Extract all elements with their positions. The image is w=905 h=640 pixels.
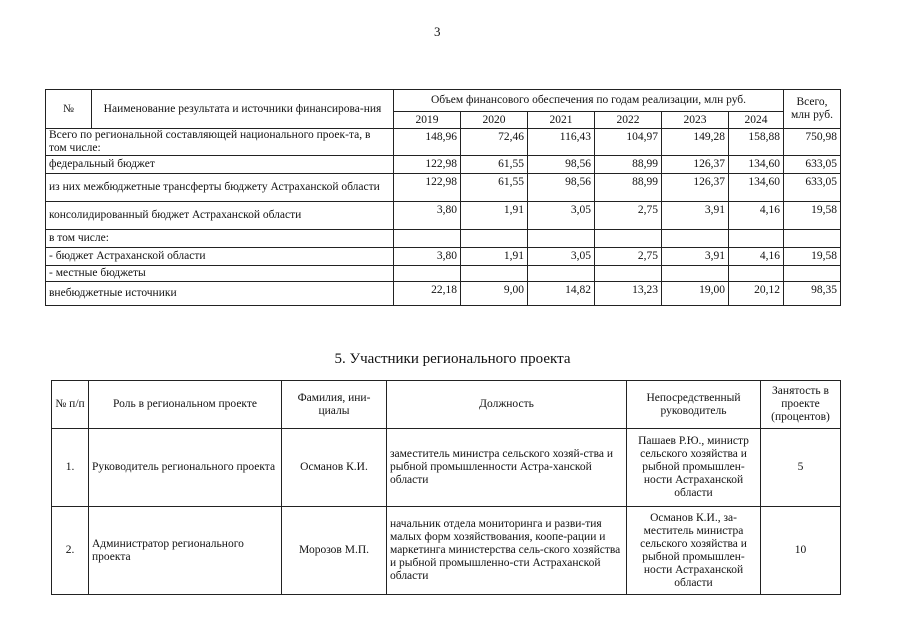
header-volume: Объем финансового обеспечения по годам реализации, млн руб. <box>394 90 784 112</box>
value-cell: 22,18 <box>394 282 461 306</box>
value-cell: 88,99 <box>595 174 662 202</box>
row-label: федеральный бюджет <box>46 156 394 174</box>
value-cell: 126,37 <box>662 174 729 202</box>
value-cell: 158,88 <box>729 129 784 156</box>
table-row <box>46 129 841 156</box>
header-manager: Непосредственный руководитель <box>627 381 761 429</box>
row-label: - бюджет Астраханской области <box>46 248 394 266</box>
total-cell: 633,05 <box>784 156 841 174</box>
row-label: консолидированный бюджет Астраханской области <box>46 202 394 230</box>
value-cell: 149,28 <box>662 129 729 156</box>
value-cell: 1,91 <box>461 202 528 230</box>
header-employment: Занятость в проекте (процентов) <box>761 381 841 429</box>
value-cell: 134,60 <box>729 156 784 174</box>
finance-table <box>45 89 841 306</box>
total-cell: 98,35 <box>784 282 841 306</box>
total-cell: 19,58 <box>784 202 841 230</box>
year-header: 2024 <box>729 112 784 129</box>
section-title: 5. Участники регионального проекта <box>334 351 571 367</box>
header-total: Всего, млн руб. <box>784 90 841 129</box>
header-role: Роль в региональном проекте <box>89 381 282 429</box>
value-cell: 3,80 <box>394 248 461 266</box>
value-cell: 3,05 <box>528 202 595 230</box>
row-label: Всего по региональной составляющей национального проек-та, в том числе: <box>46 129 394 156</box>
year-header: 2019 <box>394 112 461 129</box>
participants-table <box>51 380 841 595</box>
value-cell: 122,98 <box>394 174 461 202</box>
table-row <box>46 282 841 306</box>
value-cell: 116,43 <box>528 129 595 156</box>
header-position: Должность <box>387 381 627 429</box>
table-row <box>52 507 841 595</box>
value-cell: 14,82 <box>528 282 595 306</box>
value-cell: 4,16 <box>729 202 784 230</box>
value-cell <box>662 266 729 282</box>
value-cell <box>729 266 784 282</box>
value-cell: 134,60 <box>729 174 784 202</box>
total-cell: 633,05 <box>784 174 841 202</box>
participant-manager: Османов К.И., за-меститель министра сельского хозяйства и рыбной промышлен-ности Астраханской области <box>627 507 761 595</box>
value-cell: 13,23 <box>595 282 662 306</box>
value-cell: 72,46 <box>461 129 528 156</box>
year-header: 2020 <box>461 112 528 129</box>
header-num: № п/п <box>52 381 89 429</box>
row-label: внебюджетные источники <box>46 282 394 306</box>
total-cell <box>784 230 841 248</box>
value-cell <box>662 230 729 248</box>
total-cell: 19,58 <box>784 248 841 266</box>
header-name: Фамилия, ини-циалы <box>282 381 387 429</box>
table-row <box>46 230 841 248</box>
row-label: из них межбюджетные трансферты бюджету Астраханской области <box>46 174 394 202</box>
participant-num: 2. <box>52 507 89 595</box>
value-cell: 148,96 <box>394 129 461 156</box>
value-cell <box>394 230 461 248</box>
participant-employment: 5 <box>761 429 841 507</box>
value-cell: 88,99 <box>595 156 662 174</box>
participant-employment: 10 <box>761 507 841 595</box>
year-header: 2022 <box>595 112 662 129</box>
value-cell: 98,56 <box>528 174 595 202</box>
value-cell: 126,37 <box>662 156 729 174</box>
participant-manager: Пашаев Р.Ю., министр сельского хозяйства и рыбной промышлен-ности Астраханской области <box>627 429 761 507</box>
value-cell: 3,05 <box>528 248 595 266</box>
value-cell: 4,16 <box>729 248 784 266</box>
value-cell: 1,91 <box>461 248 528 266</box>
value-cell <box>461 266 528 282</box>
value-cell <box>528 230 595 248</box>
row-label: - местные бюджеты <box>46 266 394 282</box>
participant-role: Администратор регионального проекта <box>89 507 282 595</box>
year-header: 2021 <box>528 112 595 129</box>
value-cell <box>461 230 528 248</box>
table-row <box>46 156 841 174</box>
value-cell: 61,55 <box>461 174 528 202</box>
value-cell: 98,56 <box>528 156 595 174</box>
participant-name: Морозов М.П. <box>282 507 387 595</box>
value-cell: 3,80 <box>394 202 461 230</box>
table-row <box>46 266 841 282</box>
value-cell <box>595 266 662 282</box>
value-cell: 3,91 <box>662 248 729 266</box>
value-cell: 61,55 <box>461 156 528 174</box>
header-num: № <box>46 90 92 129</box>
value-cell: 3,91 <box>662 202 729 230</box>
participant-position: начальник отдела мониторинга и разви-тия малых форм хозяйствования, коопе-рации и маркетинга министерства сель-ского хозяйства и рыбной промышленно-сти Астраханской области <box>387 507 627 595</box>
value-cell: 2,75 <box>595 202 662 230</box>
value-cell <box>729 230 784 248</box>
value-cell <box>528 266 595 282</box>
year-header: 2023 <box>662 112 729 129</box>
value-cell: 122,98 <box>394 156 461 174</box>
participant-position: заместитель министра сельского хозяй-ства и рыбной промышленности Астра-ханской области <box>387 429 627 507</box>
page-number: 3 <box>434 24 441 39</box>
table-row <box>46 202 841 230</box>
header-name: Наименование результата и источники финансирова-ния <box>92 90 394 129</box>
value-cell: 2,75 <box>595 248 662 266</box>
value-cell: 20,12 <box>729 282 784 306</box>
participant-role: Руководитель регионального проекта <box>89 429 282 507</box>
table-row <box>52 429 841 507</box>
value-cell: 19,00 <box>662 282 729 306</box>
value-cell: 9,00 <box>461 282 528 306</box>
table-row <box>46 248 841 266</box>
value-cell: 104,97 <box>595 129 662 156</box>
participant-name: Османов К.И. <box>282 429 387 507</box>
table-row <box>46 174 841 202</box>
total-cell <box>784 266 841 282</box>
row-label: в том числе: <box>46 230 394 248</box>
value-cell <box>595 230 662 248</box>
value-cell <box>394 266 461 282</box>
participant-num: 1. <box>52 429 89 507</box>
total-cell: 750,98 <box>784 129 841 156</box>
